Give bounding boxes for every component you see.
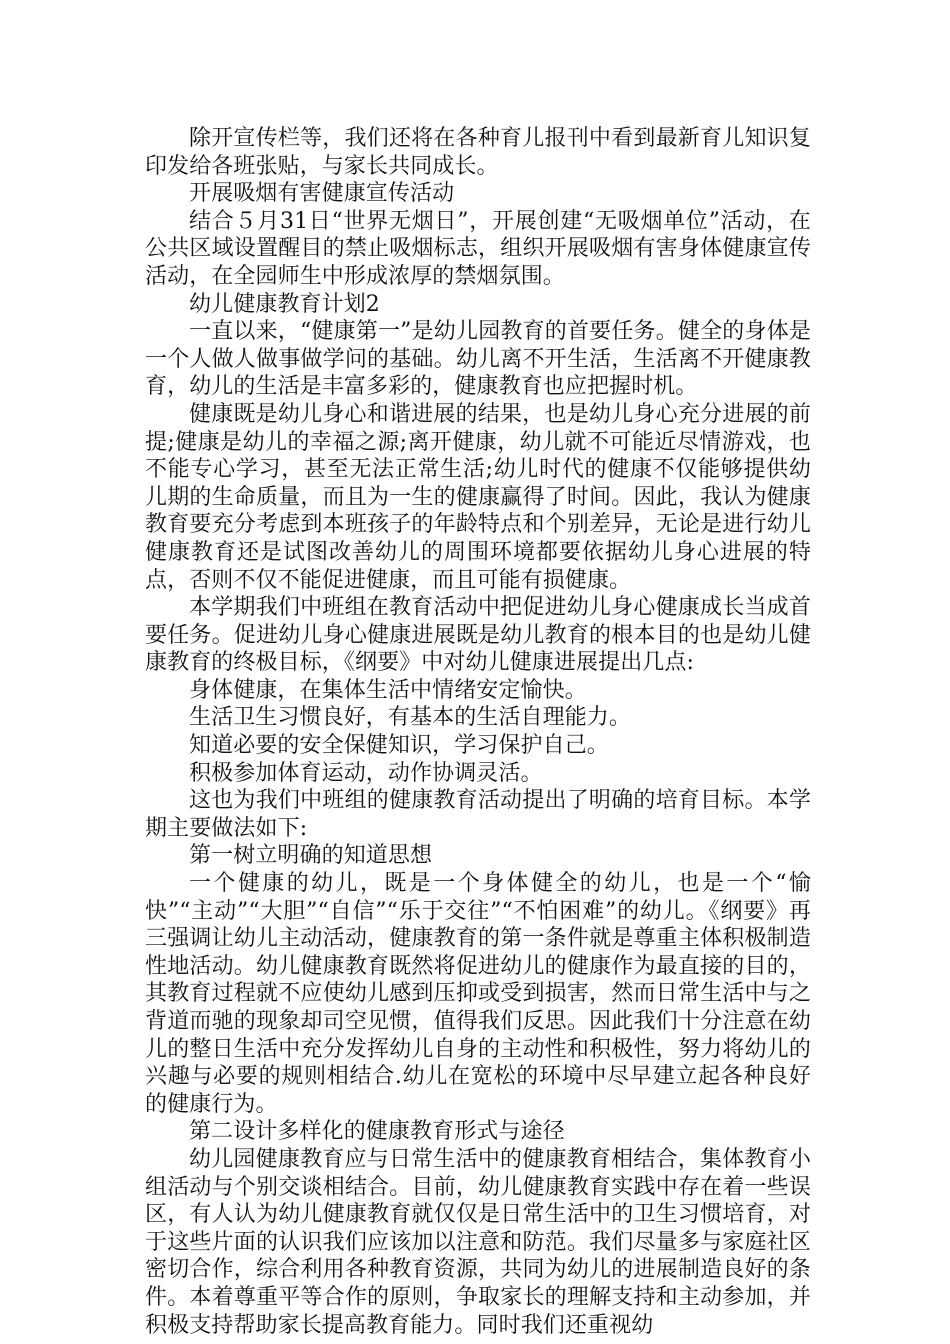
list-item: 生活卫生习惯良好，有基本的生活自理能力。	[189, 705, 632, 731]
paragraph: 本学期我们中班组在教育活动中把促进幼儿身心健康成长当成首要任务。促进幼儿身心健康进展既是幼儿教育的根本目的也是幼儿健康教育的终极目标，《纲要》中对幼儿健康进展提出几点:	[145, 595, 811, 676]
paragraph: 幼儿园健康教育应与日常生活中的健康教育相结合，集体教育小组活动与个别交谈相结合。目前，幼儿健康教育实践中存在着一些误区，有人认为幼儿健康教育就仅仅是日常生活中的卫生习惯培育，对于这些片面的认识我们应该加以注意和防范。我们尽量多与家庭社区密切合作，综合利用各种教育资源，共同为幼儿的进展制造良好的条件。本着尊重平等合作的原则，争取家长的理解支持和主动参加，并积极支持帮助家长提高教育能力。同时我们还重视幼	[145, 1146, 811, 1338]
list-item: 身体健康，在集体生活中情绪安定愉快。	[189, 677, 587, 703]
section-heading: 幼儿健康教育计划2	[189, 291, 380, 317]
section-heading: 第二设计多样化的健康教育形式与途径	[189, 1119, 565, 1145]
document-body	[145, 125, 811, 1339]
paragraph: 健康既是幼儿身心和谐进展的结果，也是幼儿身心充分进展的前提;健康是幼儿的幸福之源;离开健康，幼儿就不可能近尽情游戏，也不能专心学习，甚至无法正常生活;幼儿时代的健康不仅能够提供幼儿期的生命质量，而且为一生的健康赢得了时间。因此，我认为健康教育要充分考虑到本班孩子的年龄特点和个别差异，无论是进行幼儿健康教育还是试图改善幼儿的周围环境都要依据幼儿身心进展的特点，否则不仅不能促进健康，而且可能有损健康。	[145, 401, 811, 593]
section-heading: 开展吸烟有害健康宣传活动	[189, 181, 455, 207]
paragraph: 一直以来，“健康第一”是幼儿园教育的首要任务。健全的身体是一个人做人做事做学问的基础。幼儿离不开生活，生活离不开健康教育，幼儿的生活是丰富多彩的，健康教育也应把握时机。	[145, 319, 811, 400]
paragraph: 结合５月31日“世界无烟日”，开展创建“无吸烟单位”活动，在公共区域设置醒目的禁止吸烟标志，组织开展吸烟有害身体健康宣传活动，在全园师生中形成浓厚的禁烟氛围。	[145, 208, 811, 289]
list-item: 知道必要的安全保健知识，学习保护自己。	[189, 733, 609, 759]
paragraph: 这也为我们中班组的健康教育活动提出了明确的培育目标。本学期主要做法如下:	[145, 788, 811, 841]
paragraph: 除开宣传栏等，我们还将在各种育儿报刊中看到最新育儿知识复印发给各班张贴，与家长共同成长。	[145, 126, 811, 179]
paragraph: 一个健康的幼儿，既是一个身体健全的幼儿，也是一个“愉快”“主动”“大胆”“自信”“乐于交往”“不怕困难”的幼儿。《纲要》再三强调让幼儿主动活动，健康教育的第一条件就是尊重主体积极制造性地活动。幼儿健康教育既然将促进幼儿的健康作为最直接的目的，其教育过程就不应使幼儿感到压抑或受到损害，然而日常生活中与之背道而驰的现象却司空见惯，值得我们反思。因此我们十分注意在幼儿的整日生活中充分发挥幼儿自身的主动性和积极性，努力将幼儿的兴趣与必要的规则相结合.幼儿在宽松的环境中尽早建立起各种良好的健康行为。	[145, 871, 811, 1117]
list-item: 积极参加体育运动，动作协调灵活。	[189, 760, 543, 786]
section-heading: 第一树立明确的知道思想	[189, 843, 433, 869]
